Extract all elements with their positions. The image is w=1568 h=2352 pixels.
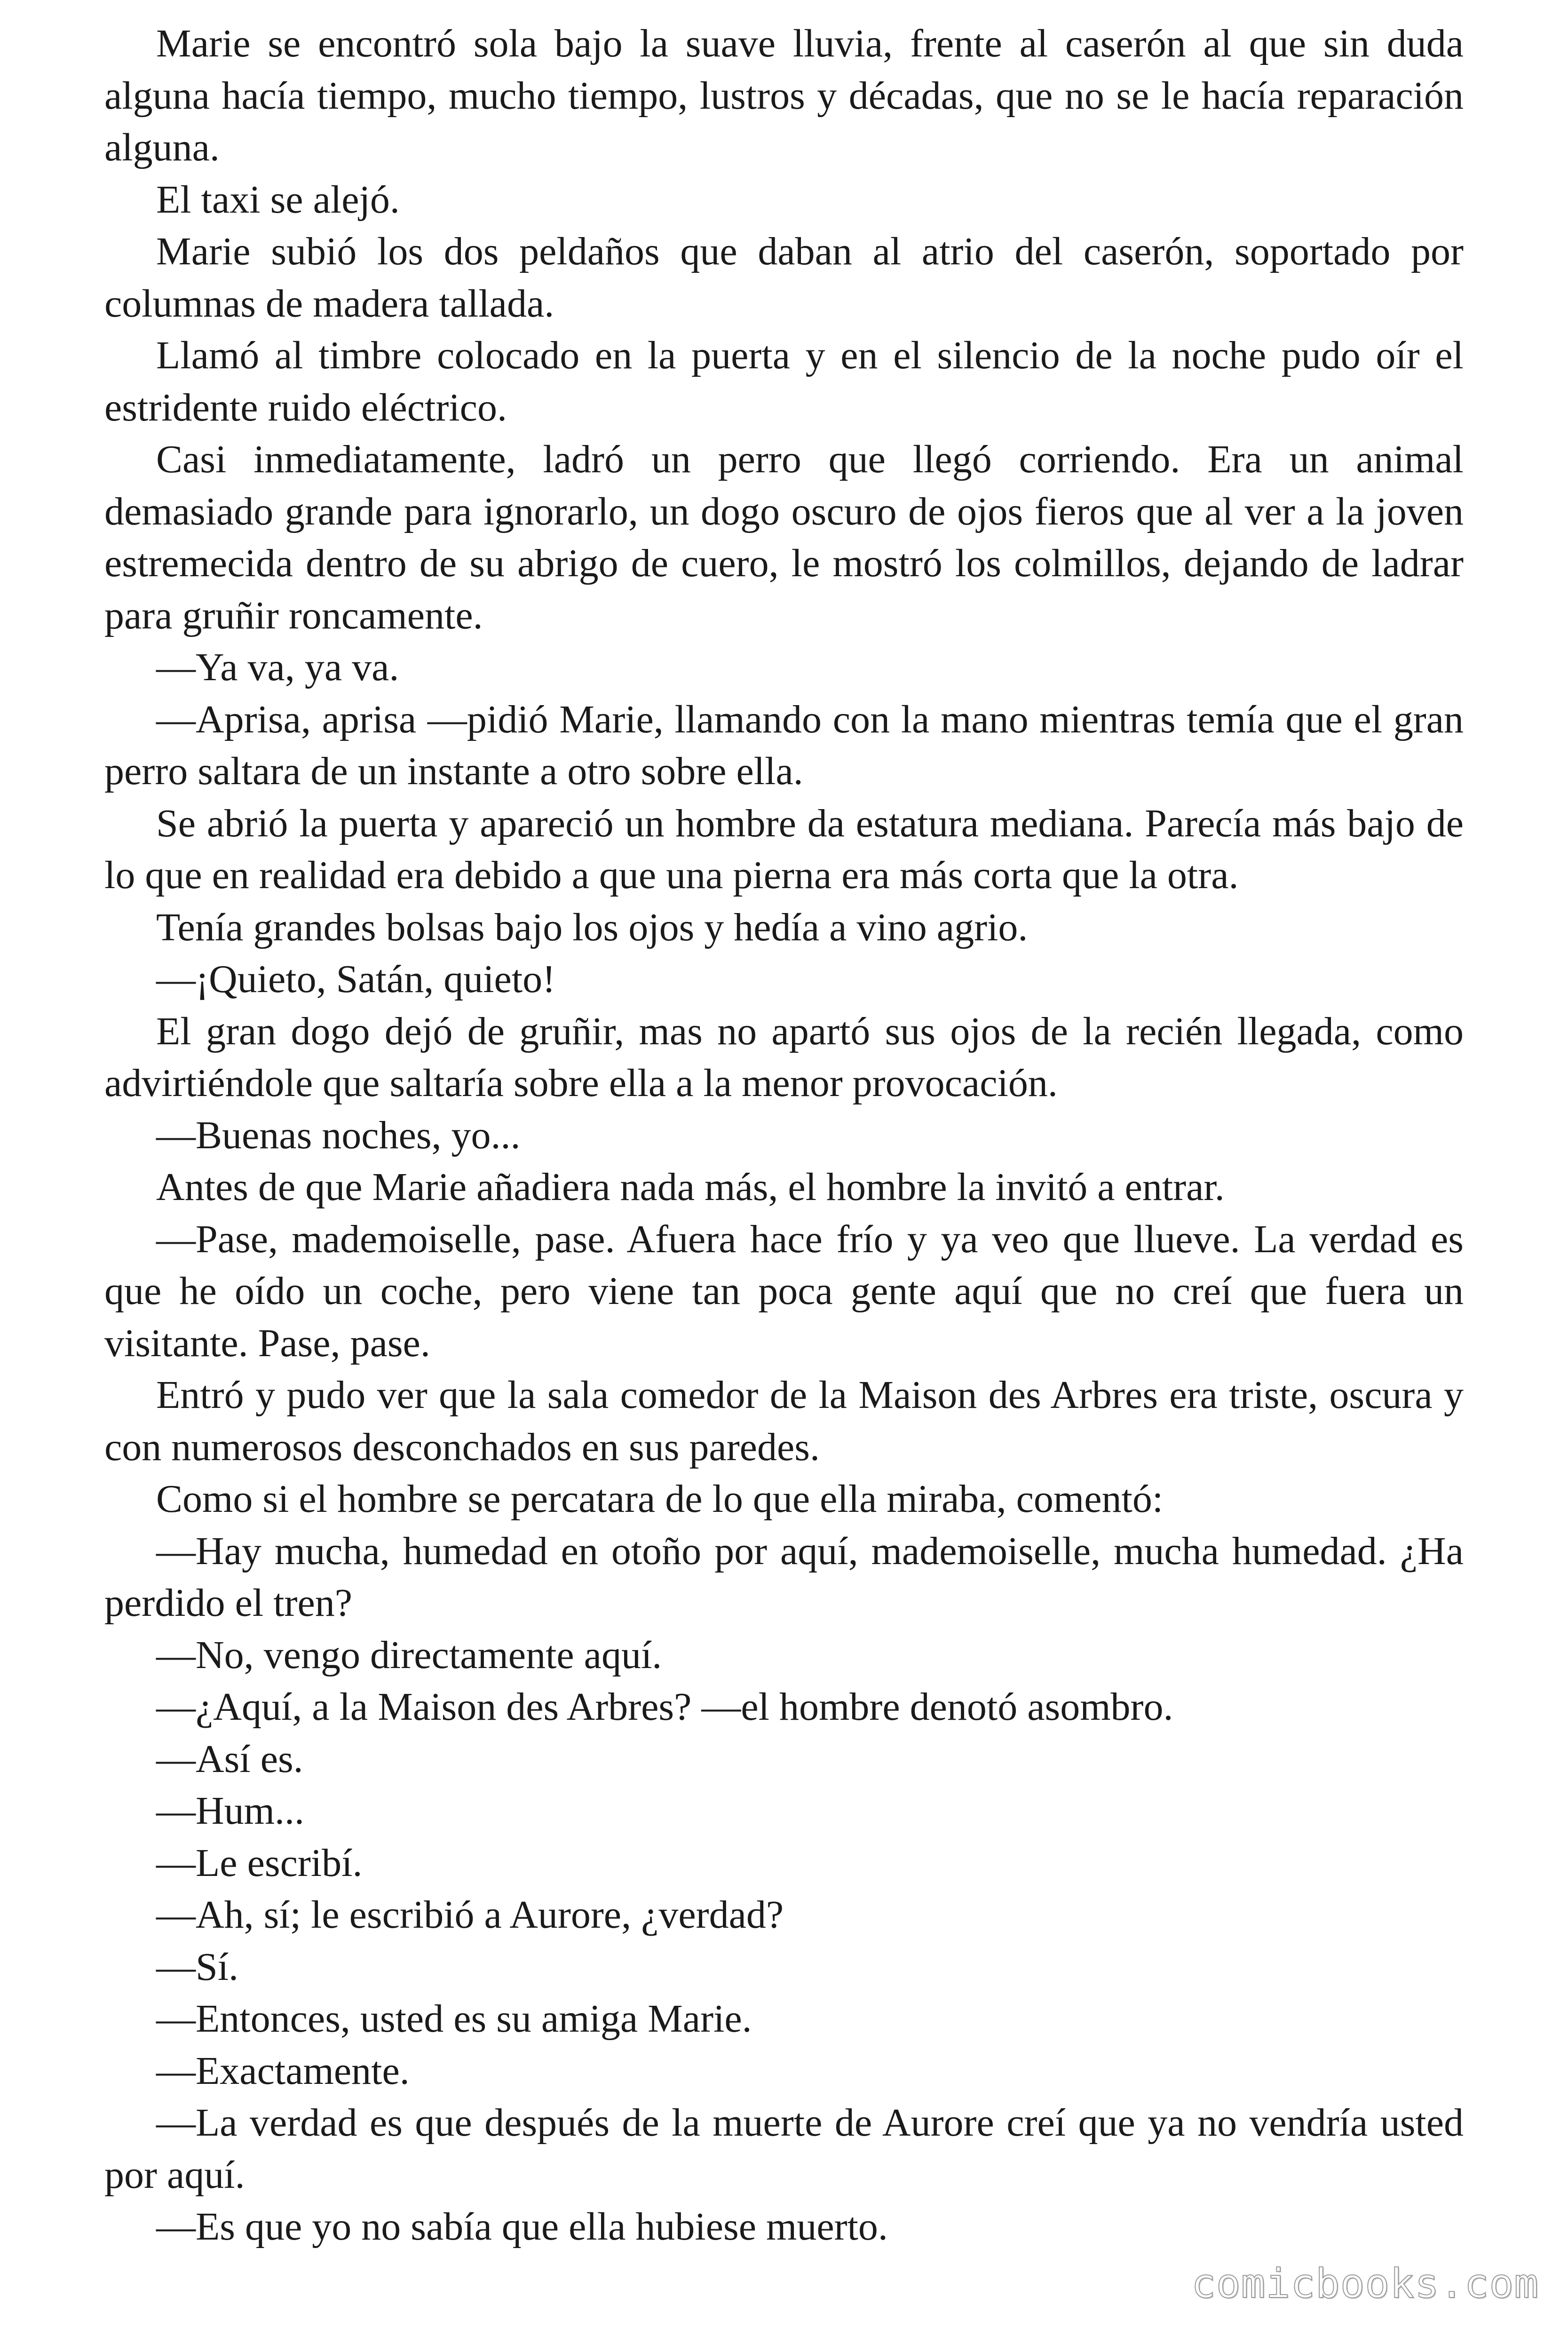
- dialogue-line: —Pase, mademoiselle, pase. Afuera hace frío y ya veo que llueve. La verdad es que he oído un coche, pero viene tan poca gente aquí que no creí que fuera un visitante. Pase, pase.: [104, 1217, 1464, 1365]
- dialogue-line: —Ya va, ya va.: [156, 645, 399, 689]
- paragraph: Antes de que Marie añadiera nada más, el hombre la invitó a entrar.: [156, 1165, 1225, 1209]
- dialogue-line: —Entonces, usted es su amiga Marie.: [156, 1997, 752, 2041]
- dialogue-line: —Aprisa, aprisa —pidió Marie, llamando con la mano mientras temía que el gran perro saltara de un instante a otro sobre ella.: [104, 697, 1464, 793]
- paragraph: Marie se encontró sola bajo la suave lluvia, frente al caserón al que sin duda alguna hacía tiempo, mucho tiempo, lustros y décadas, que no se le hacía reparación alguna.: [104, 22, 1464, 169]
- paragraph: Se abrió la puerta y apareció un hombre da estatura mediana. Parecía más bajo de lo que en realidad era debido a que una pierna era más corta que la otra.: [104, 801, 1464, 897]
- paragraph: Tenía grandes bolsas bajo los ojos y hedía a vino agrio.: [156, 905, 1028, 949]
- dialogue-line: —La verdad es que después de la muerte de Aurore creí que ya no vendría usted por aquí.: [104, 2101, 1464, 2197]
- dialogue-line: —Buenas noches, yo...: [156, 1113, 521, 1157]
- dialogue-line: —Exactamente.: [156, 2049, 410, 2093]
- dialogue-line: —Sí.: [156, 1945, 239, 1989]
- body-text: [104, 18, 1464, 2253]
- dialogue-line: —Es que yo no sabía que ella hubiese muerto.: [156, 2205, 888, 2249]
- dialogue-line: —Hum...: [156, 1789, 304, 1833]
- dialogue-line: —No, vengo directamente aquí.: [156, 1633, 662, 1677]
- paragraph: El gran dogo dejó de gruñir, mas no apartó sus ojos de la recién llegada, como advirtiéndole que saltaría sobre ella a la menor provocación.: [104, 1009, 1464, 1105]
- paragraph: Llamó al timbre colocado en la puerta y en el silencio de la noche pudo oír el estridente ruido eléctrico.: [104, 334, 1464, 429]
- watermark: comicbooks.com: [1191, 2260, 1539, 2307]
- dialogue-line: —¿Aquí, a la Maison des Arbres? —el hombre denotó asombro.: [156, 1685, 1173, 1729]
- paragraph: El taxi se alejó.: [156, 177, 400, 222]
- dialogue-line: —Ah, sí; le escribió a Aurore, ¿verdad?: [156, 1893, 784, 1937]
- paragraph: Marie subió los dos peldaños que daban al atrio del caserón, soportado por columnas de madera tallada.: [104, 230, 1464, 326]
- paragraph: Casi inmediatamente, ladró un perro que llegó corriendo. Era un animal demasiado grande para ignorarlo, un dogo oscuro de ojos fieros que al ver a la joven estremecida dentro de su abrigo de cuero, le mostró los colmillos, dejando de ladrar para gruñir roncamente.: [104, 437, 1464, 637]
- paragraph: Como si el hombre se percatara de lo que ella miraba, comentó:: [156, 1477, 1164, 1521]
- dialogue-line: —¡Quieto, Satán, quieto!: [156, 957, 556, 1001]
- dialogue-line: —Hay mucha, humedad en otoño por aquí, mademoiselle, mucha humedad. ¿Ha perdido el tren?: [104, 1529, 1464, 1625]
- dialogue-line: —Así es.: [156, 1737, 303, 1781]
- paragraph: Entró y pudo ver que la sala comedor de la Maison des Arbres era triste, oscura y con numerosos desconchados en sus paredes.: [104, 1373, 1464, 1469]
- dialogue-line: —Le escribí.: [156, 1841, 363, 1885]
